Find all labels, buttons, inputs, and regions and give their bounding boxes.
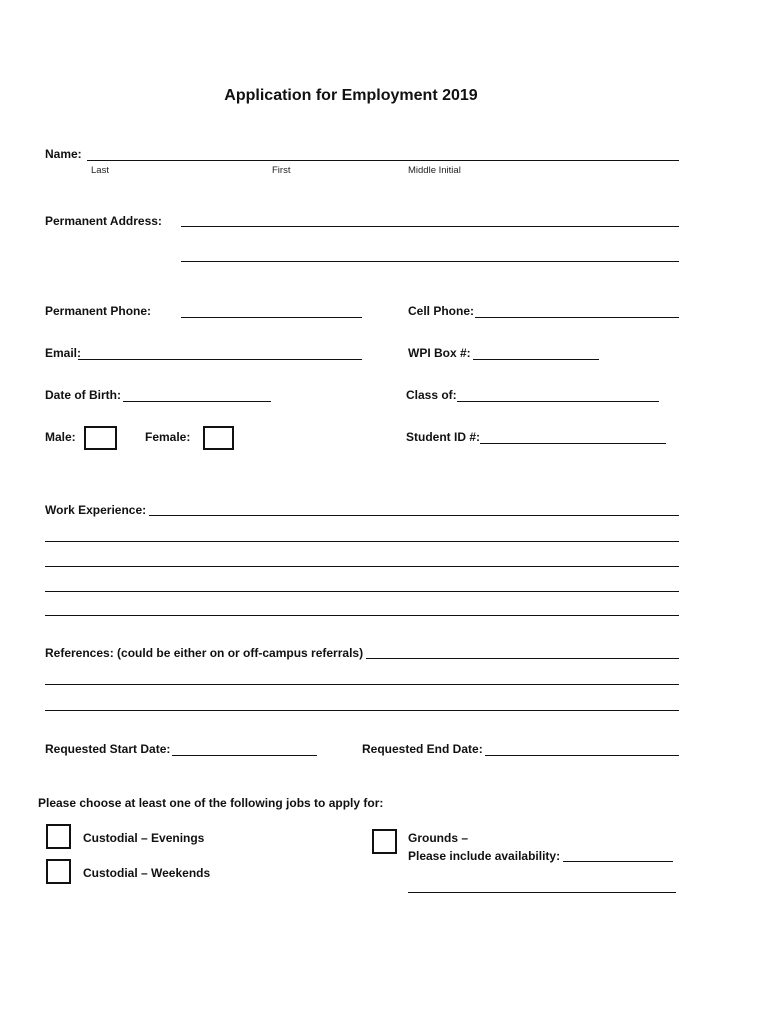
name-sub-first: First — [272, 165, 291, 176]
references-field-line1[interactable] — [366, 658, 679, 659]
references-field-line3[interactable] — [45, 710, 679, 711]
work-experience-field-line3[interactable] — [45, 566, 679, 567]
availability-field-line1[interactable] — [563, 861, 673, 862]
date-of-birth-label: Date of Birth: — [45, 388, 121, 402]
wpi-box-label: WPI Box #: — [408, 346, 471, 360]
name-sub-middle-initial: Middle Initial — [408, 165, 461, 176]
permanent-address-field-line2[interactable] — [181, 261, 679, 262]
custodial-weekends-label: Custodial – Weekends — [83, 866, 211, 880]
class-of-field[interactable] — [457, 401, 659, 402]
references-label: References: (could be either on or off-campus referrals) — [45, 646, 364, 660]
work-experience-label: Work Experience: — [45, 503, 147, 517]
student-id-field[interactable] — [480, 443, 666, 444]
jobs-prompt: Please choose at least one of the following jobs to apply for: — [38, 796, 384, 810]
male-checkbox[interactable] — [84, 426, 117, 450]
availability-label: Please include availability: — [408, 849, 561, 863]
email-label: Email: — [45, 346, 82, 360]
work-experience-field-line5[interactable] — [45, 615, 679, 616]
grounds-label: Grounds – — [408, 831, 469, 845]
cell-phone-field[interactable] — [475, 317, 679, 318]
references-field-line2[interactable] — [45, 684, 679, 685]
class-of-label: Class of: — [406, 388, 457, 402]
name-sub-last: Last — [91, 165, 109, 176]
availability-field-line2[interactable] — [408, 892, 676, 893]
page-title: Application for Employment 2019 — [224, 87, 478, 104]
permanent-address-field-line1[interactable] — [181, 226, 679, 227]
permanent-phone-label: Permanent Phone: — [45, 304, 152, 318]
work-experience-field-line1[interactable] — [149, 515, 679, 516]
female-checkbox[interactable] — [203, 426, 234, 450]
requested-start-date-field[interactable] — [172, 755, 317, 756]
email-field[interactable] — [78, 359, 362, 360]
name-label: Name: — [45, 147, 82, 161]
requested-end-date-label: Requested End Date: — [362, 742, 483, 756]
work-experience-field-line4[interactable] — [45, 591, 679, 592]
custodial-evenings-checkbox[interactable] — [46, 824, 71, 849]
name-field[interactable] — [87, 160, 679, 161]
custodial-weekends-checkbox[interactable] — [46, 859, 71, 884]
female-label: Female: — [145, 430, 191, 444]
requested-end-date-field[interactable] — [485, 755, 679, 756]
permanent-phone-field[interactable] — [181, 317, 362, 318]
grounds-checkbox[interactable] — [372, 829, 397, 854]
permanent-address-label: Permanent Address: — [45, 214, 162, 228]
requested-start-date-label: Requested Start Date: — [45, 742, 171, 756]
cell-phone-label: Cell Phone: — [408, 304, 475, 318]
wpi-box-field[interactable] — [473, 359, 599, 360]
date-of-birth-field[interactable] — [123, 401, 271, 402]
student-id-label: Student ID #: — [406, 430, 480, 444]
custodial-evenings-label: Custodial – Evenings — [83, 831, 205, 845]
work-experience-field-line2[interactable] — [45, 541, 679, 542]
male-label: Male: — [45, 430, 76, 444]
